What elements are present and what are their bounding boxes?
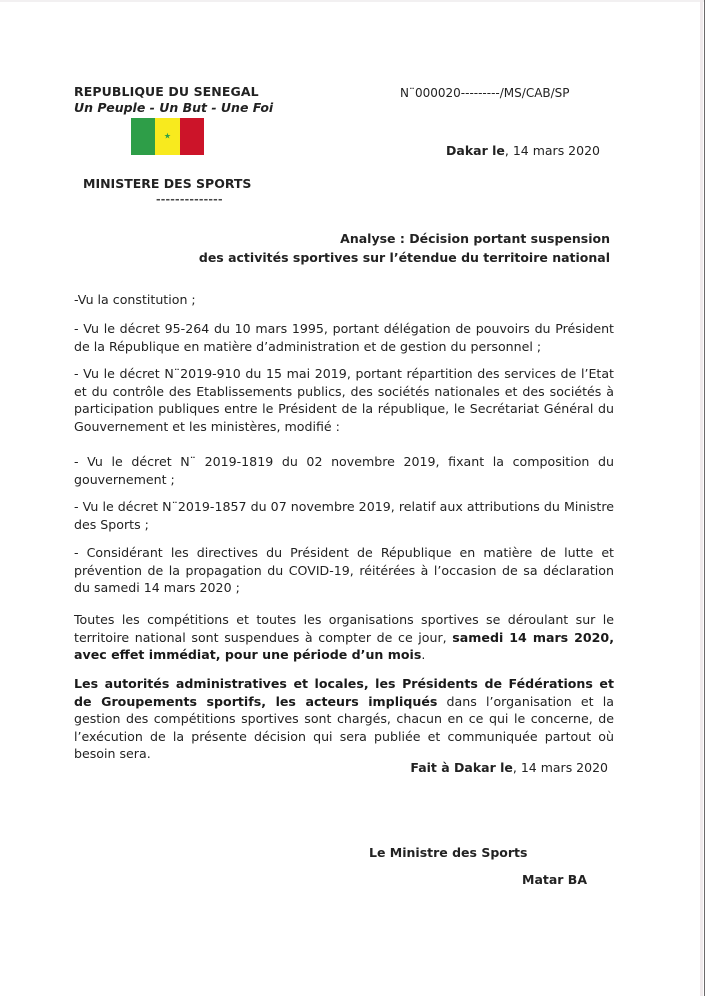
paragraph-execution xyxy=(74,675,614,763)
execution-text: dans l’organisation et la gestion des compétitions sportives sont chargés, chacun en ce qui le concerne, de l’exécution de la présente décision qui sera publiée et communiquée partout où besoin sera. xyxy=(74,693,614,762)
flag-band-yellow xyxy=(155,118,179,155)
paragraph-constitution: -Vu la constitution ; xyxy=(74,292,196,307)
fait-label: Fait à Dakar le xyxy=(410,760,513,775)
signing-place-date xyxy=(410,760,608,775)
flag-band-red xyxy=(180,118,204,155)
national-motto: Un Peuple - Un But - Une Foi xyxy=(74,100,274,115)
ministry-divider: -------------- xyxy=(156,193,223,206)
star-icon: ★ xyxy=(163,131,172,141)
flag-band-green xyxy=(131,118,155,155)
suspension-period: samedi 14 mars 2020, avec effet immédiat, pour une période d’un mois xyxy=(74,629,614,663)
suspension-text: Toutes les compétitions et toutes les organisations sportives se déroulant sur le territoire national sont suspendues à compter de ce jour, xyxy=(74,612,614,645)
analyse-line-1: Analyse : Décision portant suspension xyxy=(340,231,610,246)
signature-name: Matar BA xyxy=(522,872,588,887)
execution-authorities: Les autorités administratives et locales, les Présidents de Fédérations et de Groupements sportifs, les acteurs impliqués xyxy=(74,676,614,709)
reference-number: N¨000020---------/MS/CAB/SP xyxy=(400,86,570,100)
paragraph-decree-2019-1819: - Vu le décret N¨ 2019-1819 du 02 novembre 2019, fixant la composition du gouvernement ; xyxy=(74,454,614,487)
signature-title: Le Ministre des Sports xyxy=(369,845,528,860)
paragraph-considering-directives: - Considérant les directives du Président de République en matière de lutte et prévention de la propagation du COVID-19, réitérées à l’occasion de sa déclaration du samedi 14 mars 2020 ; xyxy=(74,545,614,596)
fait-date: , 14 mars 2020 xyxy=(512,760,608,775)
paragraph-decree-2019-1857: - Vu le décret N¨2019-1857 du 07 novembre 2019, relatif aux attributions du Ministre des Sports ; xyxy=(74,499,614,532)
date-value: , 14 mars 2020 xyxy=(504,143,600,158)
analyse-line-2: des activités sportives sur l’étendue du territoire national xyxy=(198,250,610,265)
paragraph-suspension-decision xyxy=(74,611,614,664)
analyse-heading xyxy=(90,229,610,267)
paragraph-decree-2019-910: - Vu le décret N¨2019-910 du 15 mai 2019, portant répartition des services de l’Etat et du contrôle des Etablissements publics, des sociétés nationales et des sociétés à participation publiques entre le Président de la république, le Secrétariat Général du Gouvernement et les ministères, modifié : xyxy=(74,366,614,434)
senegal-flag xyxy=(131,118,204,155)
suspension-end: . xyxy=(421,647,426,663)
republic-title: REPUBLIQUE DU SENEGAL xyxy=(74,84,259,99)
date-label: Dakar le xyxy=(446,143,505,158)
ministry-name: MINISTERE DES SPORTS xyxy=(83,176,252,191)
document-date xyxy=(446,143,600,158)
paragraph-decree-95-264: - Vu le décret 95-264 du 10 mars 1995, portant délégation de pouvoirs du Président de la République en matière d’administration et de gestion du personnel ; xyxy=(74,321,614,354)
